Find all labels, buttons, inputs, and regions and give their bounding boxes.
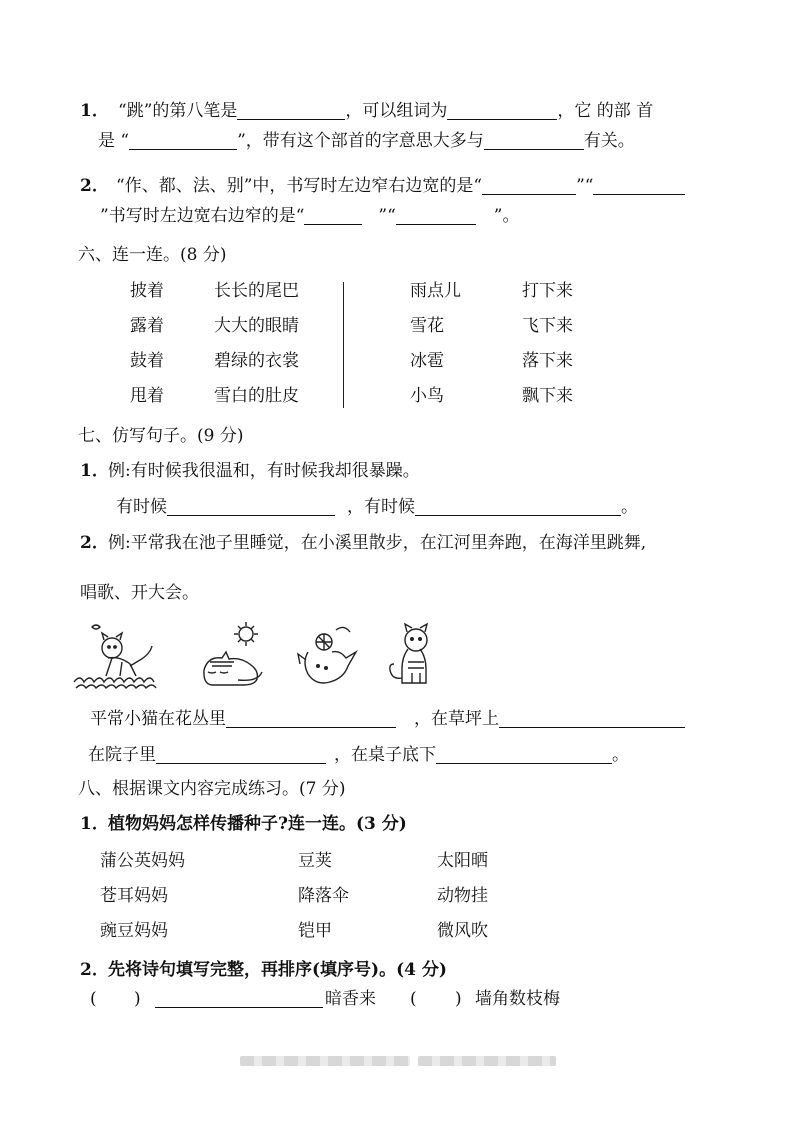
sec8-col1-0[interactable]: 蒲公英妈妈 [100,851,185,871]
q1-blank-meaning[interactable] [484,133,584,150]
sec7-q2-fill2-c: 。 [612,745,629,765]
sec7-q1-number: 1． [80,461,109,481]
cat-playing-ball-icon [296,624,362,688]
q2-text-c: ”书写时左边宽右边窄的是“ [100,206,305,226]
sec8-q2-blank-poem[interactable] [155,991,323,1008]
sec7-q2-blank-4[interactable] [436,747,612,764]
sec6-right-col2-2[interactable]: 落下来 [522,351,573,371]
sec6-left-col2-0[interactable]: 长长的尾巴 [214,281,299,301]
sec8-q2-poem-1: 暗香来 [325,989,376,1009]
sec8-q2-paren-open-2: ( [410,989,417,1009]
sec7-q1-fill [116,499,638,516]
q1-blank-word[interactable] [447,103,557,120]
sec7-q1-fill-b: ，有时候 [347,497,415,517]
q2-text-e: ”。 [493,206,520,226]
sec8-q1-text: 植物妈妈怎样传播种子?连一连。(3 分) [108,814,407,834]
q2-text-d: ”“ [378,206,396,226]
sec8-col3-2[interactable]: 微风吹 [437,921,488,941]
sec7-q1-blank-1[interactable] [167,499,335,516]
q1-text-f: 有关。 [583,131,635,151]
sec8-col3-1[interactable]: 动物挂 [437,886,488,906]
sec8-col2-2[interactable]: 铠甲 [298,921,332,941]
section-6-title: 六、连一连。(8 分) [78,245,227,265]
cat-in-flowers-icon [72,622,162,690]
q1-blank-radical[interactable] [129,133,237,150]
sec7-q1-fill-a: 有时候 [116,497,167,517]
q1-text-c: ，它 的部 首 [557,101,654,121]
sec8-col2-1[interactable]: 降落伞 [298,886,349,906]
q1-line2 [98,133,635,150]
q2-number: 2． [80,176,109,196]
sec8-q2-paren-close-2: ) [455,989,462,1009]
q1-text-d: 是 “ [98,131,130,151]
q2-text-a: “作、都、法、别”中，书写时左边窄右边宽的是“ [116,176,483,196]
sec7-q1-blank-2[interactable] [415,499,621,516]
q2-blank-3[interactable] [304,208,362,225]
q1-text-b: ，可以组词为 [345,101,448,121]
sec6-right-col2-3[interactable]: 飘下来 [522,386,573,406]
sec6-left-col1-1[interactable]: 露着 [130,316,164,336]
sec7-q2-fill1-b: ，在草坪上 [414,709,499,729]
sec6-right-col2-0[interactable]: 打下来 [522,281,573,301]
q2-blank-1[interactable] [482,178,576,195]
sec6-right-col1-3[interactable]: 小鸟 [410,386,444,406]
section-8-title: 八、根据课文内容完成练习。(7 分) [78,779,346,799]
sec8-col1-1[interactable]: 苍耳妈妈 [100,886,168,906]
sec8-q2-paren-close-1: ) [134,989,141,1009]
section-7-title: 七、仿写句子。(9 分) [78,426,244,446]
sec8-col1-2[interactable]: 豌豆妈妈 [100,921,168,941]
matching-divider [343,282,344,408]
q1-text-a: “跳”的第八笔是 [118,101,238,121]
sec8-q2-number: 2． [80,960,109,980]
sec6-left-col2-2[interactable]: 碧绿的衣裳 [214,351,299,371]
sec7-q1-fill-c: 。 [621,497,638,517]
blurred-footer-left [240,1056,410,1066]
cat-sleeping-sun-icon [198,620,270,690]
sec7-q2-fill1-a: 平常小猫在花丛里 [90,709,226,729]
q1-blank-stroke[interactable] [237,103,345,120]
q1-number: 1． [80,101,109,121]
q2-line1 [116,178,685,195]
sec8-q1-number: 1． [80,814,109,834]
sec7-q2-fill-line1 [90,711,685,728]
sec6-right-col1-0[interactable]: 雨点儿 [410,281,461,301]
sec6-left-col1-2[interactable]: 鼓着 [130,351,164,371]
sec7-q2-fill-line2 [88,747,629,764]
sec6-left-col1-3[interactable]: 甩着 [130,386,164,406]
sec6-right-col2-1[interactable]: 飞下来 [522,316,573,336]
sec8-q2-paren-open-1: ( [90,989,97,1009]
sec8-col3-0[interactable]: 太阳晒 [437,851,488,871]
sec8-col2-0[interactable]: 豆荚 [298,851,332,871]
sec6-left-col1-0[interactable]: 披着 [130,281,164,301]
sec6-right-col1-1[interactable]: 雪花 [410,316,444,336]
sec7-q2-fill2-b: ，在桌子底下 [334,745,436,765]
sec8-q2-text: 先将诗句填写完整，再排序(填序号)。(4 分) [108,960,447,980]
cat-sitting-icon [386,622,438,688]
sec7-q2-example-cont: 唱歌、开大会。 [80,583,199,603]
sec7-q2-example: 例:平常我在池子里睡觉，在小溪里散步，在江河里奔跑，在海洋里跳舞, [108,533,647,553]
sec6-right-col1-2[interactable]: 冰雹 [410,351,444,371]
blurred-footer-right [418,1056,556,1066]
q2-line2 [100,208,519,225]
sec7-q2-blank-1[interactable] [226,711,396,728]
sec7-q2-fill2-a: 在院子里 [88,745,156,765]
sec7-q1-example: 例:有时候我很温和，有时候我却很暴躁。 [108,461,420,481]
q1-text-e: ”，带有这个部首的字意思大多与 [237,131,484,151]
sec6-left-col2-3[interactable]: 雪白的肚皮 [214,386,299,406]
q2-blank-2[interactable] [593,178,685,195]
sec7-q2-number: 2． [80,533,109,553]
sec8-q2-poem-2: 墙角数枝梅 [475,989,560,1009]
sec6-left-col2-1[interactable]: 大大的眼睛 [214,316,299,336]
q2-blank-4[interactable] [396,208,476,225]
sec7-q2-blank-3[interactable] [156,747,326,764]
q1-line1 [118,103,653,120]
q2-text-b: ”“ [576,176,594,196]
sec7-q2-blank-2[interactable] [499,711,685,728]
